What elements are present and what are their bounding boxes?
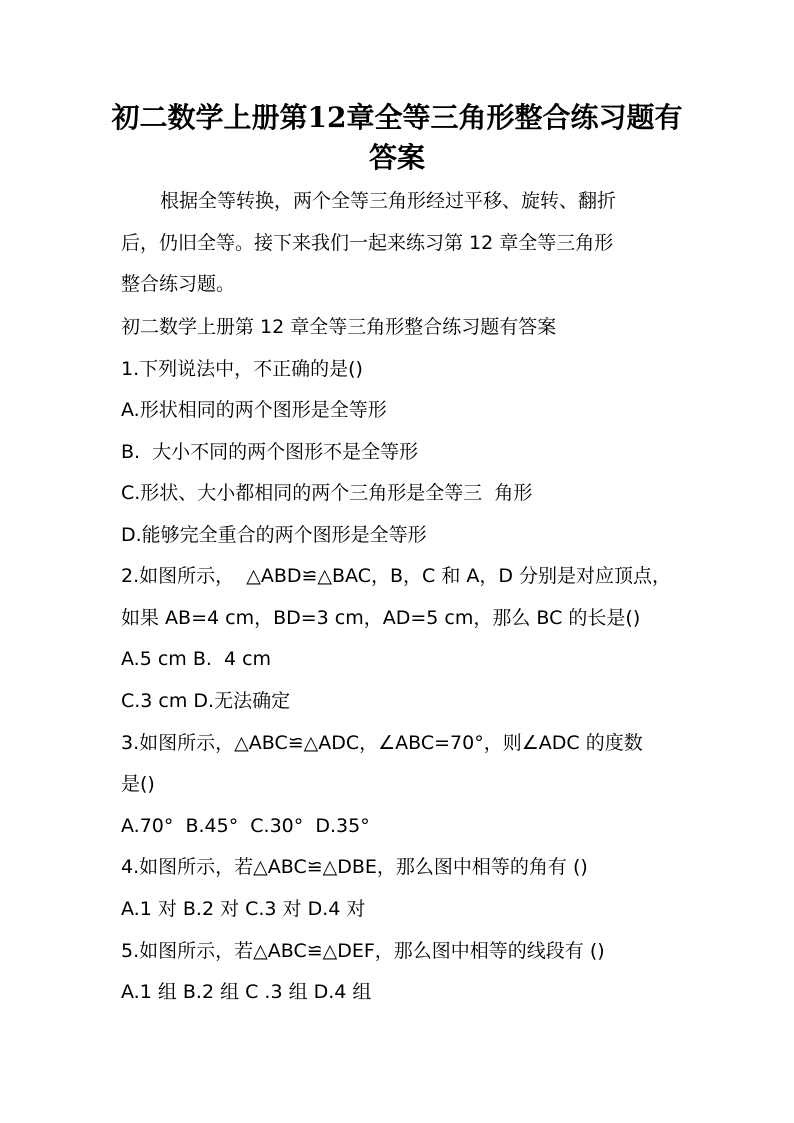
question-2-options-line-2: C.3 cm D.无法确定 (121, 690, 291, 712)
intro-line-1: 根据全等转换，两个全等三角形经过平移、旋转、翻折 (160, 190, 617, 212)
question-2-options-line-1: A.5 cm B. 4 cm (121, 648, 272, 670)
question-5-options: A.1 组 B.2 组 C .3 组 D.4 组 (121, 981, 372, 1003)
document-title-line-1: 初二数学上册第12章全等三角形整合练习题有 (111, 101, 683, 134)
subheading: 初二数学上册第 12 章全等三角形整合练习题有答案 (121, 316, 557, 338)
document-title-line-2: 答案 (368, 141, 425, 174)
question-3-stem-line-1: 3.如图所示，△ABC≌△ADC，∠ABC=70°，则∠ADC 的度数 (121, 732, 643, 754)
question-1-option-d: D.能够完全重合的两个图形是全等形 (121, 524, 427, 546)
intro-line-3: 整合练习题。 (121, 273, 236, 295)
question-1-option-b: B. 大小不同的两个图形不是全等形 (121, 441, 419, 463)
intro-line-2: 后，仍旧全等。接下来我们一起来练习第 12 章全等三角形 (121, 232, 614, 254)
question-1-stem: 1.下列说法中，不正确的是() (121, 358, 363, 380)
question-4-stem: 4.如图所示，若△ABC≌△DBE，那么图中相等的角有 () (121, 856, 588, 878)
question-4-options: A.1 对 B.2 对 C.3 对 D.4 对 (121, 898, 366, 920)
question-2-stem-line-2: 如果 AB=4 cm，BD=3 cm，AD=5 cm，那么 BC 的长是() (121, 607, 641, 629)
question-3-options: A.70° B.45° C.30° D.35° (121, 815, 370, 837)
question-2-stem-line-1: 2.如图所示， △ABD≌△BAC，B，C 和 A，D 分别是对应顶点， (121, 565, 672, 587)
question-3-stem-line-2: 是() (121, 773, 155, 795)
question-1-option-a: A.形状相同的两个图形是全等形 (121, 399, 387, 421)
question-5-stem: 5.如图所示，若△ABC≌△DEF，那么图中相等的线段有 () (121, 940, 605, 962)
question-1-option-c: C.形状、大小都相同的两个三角形是全等三 角形 (121, 482, 533, 504)
